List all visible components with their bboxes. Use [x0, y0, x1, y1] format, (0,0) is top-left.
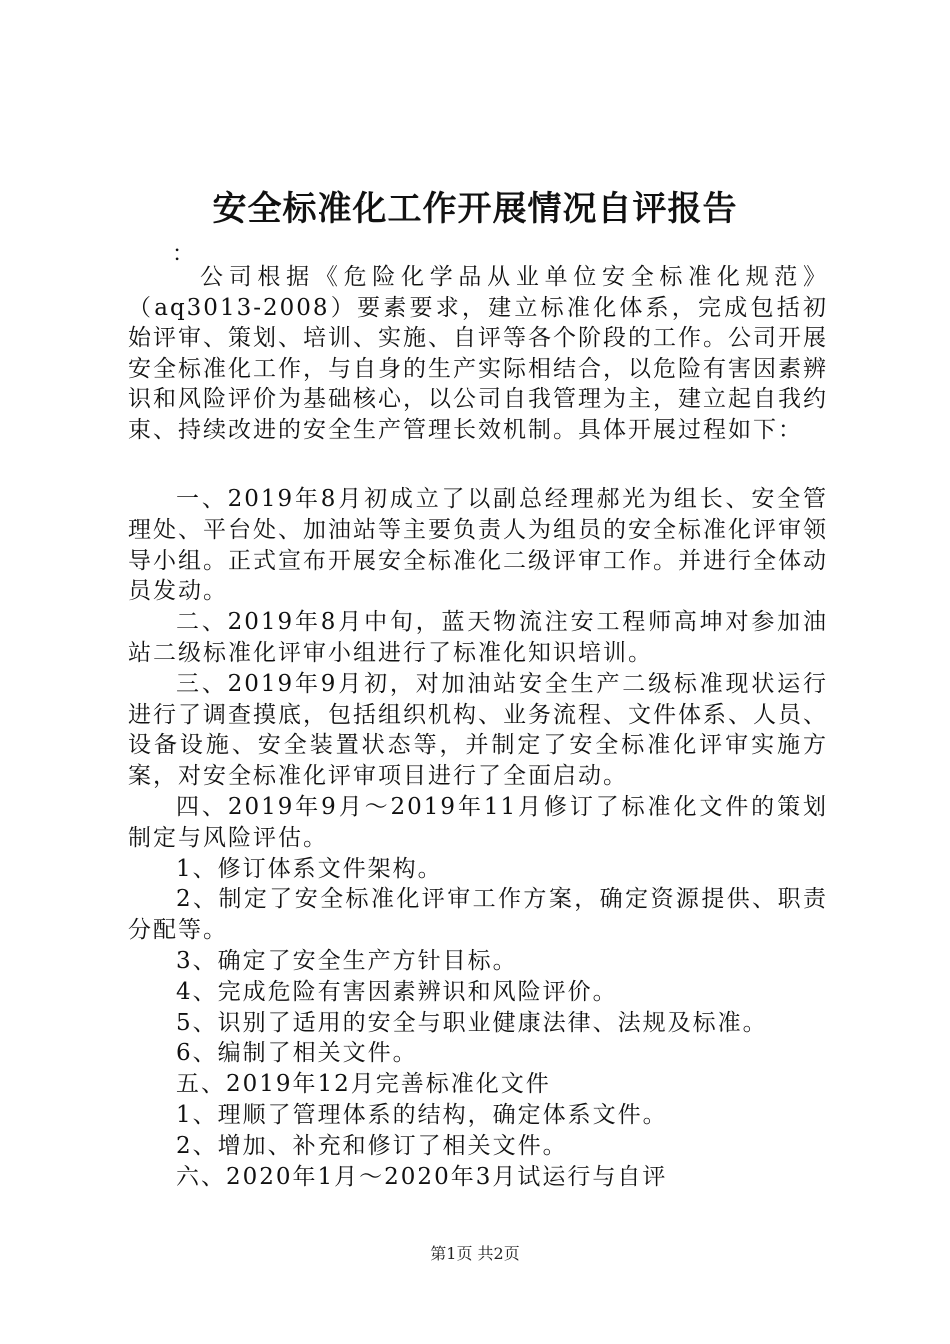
intro-paragraph: 公司根据《危险化学品从业单位安全标准化规范》（aq3013-2008）要素要求，建立标准化体系，完成包括初始评审、策划、培训、实施、自评等各个阶段的工作。公司开展安全标准化工作，与自身的生产实际相结合，以危险有害因素辨识和风险评价为基础核心，以公司自我管理为主，建立起自我约束、持续改进的安全生产管理长效机制。具体开展过程如下： [128, 264, 828, 443]
paragraph: 一、2019年8月初成立了以副总经理郝光为组长、安全管理处、平台处、加油站等主要负责人为组员的安全标准化评审领导小组。正式宣布开展安全标准化二级评审工作。并进行全体动员发动。 [128, 486, 828, 605]
list-item: 5、识别了适用的安全与职业健康法律、法规及标准。 [176, 1009, 768, 1036]
list-item: 2、制定了安全标准化评审工作方案，确定资源提供、职责分配等。 [128, 886, 828, 944]
document-title: 安全标准化工作开展情况自评报告 [212, 189, 738, 229]
list-item: 1、理顺了管理体系的结构，确定体系文件。 [176, 1101, 668, 1128]
list-item: 1、修订体系文件架构。 [176, 855, 443, 882]
steps-section [128, 484, 828, 1192]
list-item: 2、增加、补充和修订了相关文件。 [176, 1132, 568, 1159]
list-item: 6、编制了相关文件。 [176, 1040, 418, 1067]
paragraph: 五、2019年12月完善标准化文件 [176, 1071, 551, 1098]
salutation-colon: ： [172, 242, 195, 267]
paragraph: 六、2020年1月～2020年3月试运行与自评 [176, 1163, 668, 1190]
paragraph: 四、2019年9月～2019年11月修订了标准化文件的策划制定与风险评估。 [128, 793, 828, 851]
intro-section [128, 262, 828, 445]
paragraph: 二、2019年8月中旬，蓝天物流注安工程师高坤对参加油站二级标准化评审小组进行了标准化知识培训。 [128, 609, 828, 666]
page-footer: 第1页 共2页 [430, 1244, 520, 1263]
list-item: 4、完成危险有害因素辨识和风险评价。 [176, 978, 618, 1005]
paragraph: 三、2019年9月初，对加油站安全生产二级标准现状运行进行了调查摸底，包括组织机构、业务流程、文件体系、人员、设备设施、安全装置状态等，并制定了安全标准化评审实施方案，对安全标准化评审项目进行了全面启动。 [128, 670, 828, 790]
list-item: 3、确定了安全生产方针目标。 [176, 947, 518, 974]
